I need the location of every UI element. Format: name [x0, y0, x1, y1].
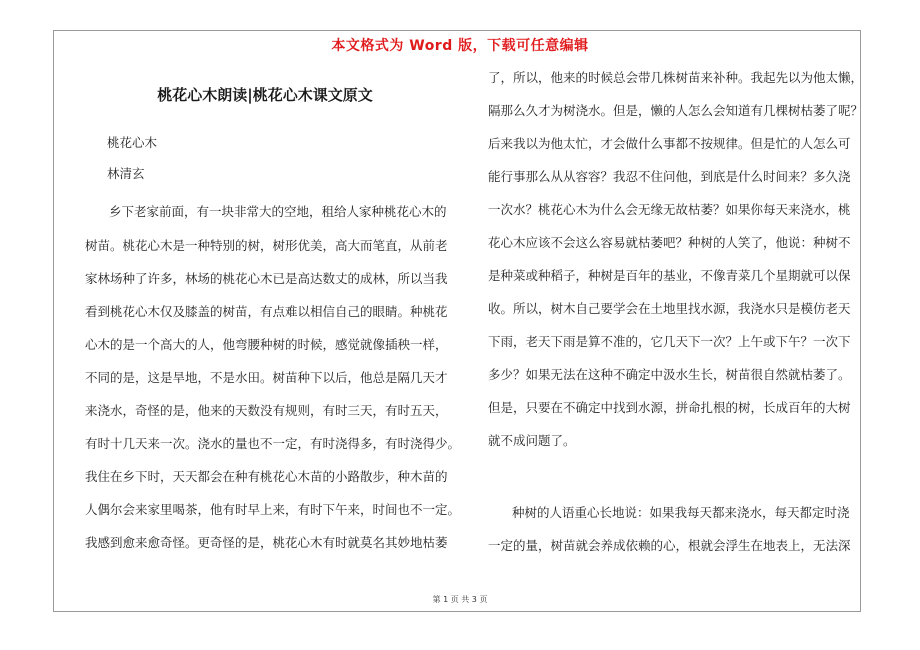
paragraph-line: 花心木应该不会这么容易就枯萎吧？种树的人笑了，他说：种树不	[488, 235, 851, 250]
paragraph-line: 树苗。桃花心木是一种特别的树，树形优美，高大而笔直，从前老	[85, 238, 448, 253]
paragraph-line: 收。所以，树木自己要学会在土地里找水源，我浇水只是模仿老天	[488, 301, 851, 316]
paragraph-line: 不同的是，这是旱地，不是水田。树苗种下以后，他总是隔几天才	[85, 370, 448, 385]
paragraph-line: 人偶尔会来家里喝茶，他有时早上来，有时下午来，时间也不一定。	[85, 502, 461, 517]
paragraph-line: 能行事那么从从容容？我忍不住问他，到底是什么时间来？多久浇	[488, 169, 851, 184]
paragraph-line: 看到桃花心木仅及膝盖的树苗，有点难以相信自己的眼睛。种桃花	[85, 304, 448, 319]
subtitle: 桃花心木	[107, 135, 158, 150]
paragraph-line: 乡下老家前面，有一块非常大的空地，租给人家种桃花心木的	[109, 204, 447, 219]
paragraph-line: 隔那么久才为树浇水。但是，懒的人怎么会知道有几棵树枯萎了呢？	[488, 103, 864, 118]
paragraph-line: 心木的是一个高大的人，他弯腰种树的时候，感觉就像插秧一样，	[85, 337, 448, 352]
edit-banner: 本文格式为 Word 版，下载可任意编辑	[331, 38, 589, 54]
paragraph-line: 但是，只要在不确定中找到水源，拼命扎根的树，长成百年的大树	[488, 400, 851, 415]
paragraph-line: 下雨，老天下雨是算不准的，它几天下一次？上午或下午？一次下	[488, 334, 851, 349]
page-number: 第 1 页 共 3 页	[432, 595, 488, 604]
document-title: 桃花心木朗读|桃花心木课文原文	[157, 86, 373, 104]
paragraph-line: 一定的量，树苗就会养成依赖的心，根就会浮生在地表上，无法深	[488, 538, 851, 553]
paragraph-line: 了，所以，他来的时候总会带几株树苗来补种。我起先以为他太懒，	[488, 70, 864, 85]
author: 林清玄	[107, 166, 145, 181]
paragraph-line: 就不成问题了。	[488, 433, 576, 448]
paragraph-line: 来浇水，奇怪的是，他来的天数没有规则，有时三天，有时五天，	[85, 403, 448, 418]
paragraph-line: 一次水？桃花心木为什么会无缘无故枯萎？如果你每天来浇水，桃	[488, 202, 851, 217]
paragraph-line: 是种菜或种稻子，种树是百年的基业，不像青菜几个星期就可以保	[488, 268, 851, 283]
paragraph-line: 家林场种了许多，林场的桃花心木已是高达数丈的成林，所以当我	[85, 271, 448, 286]
paragraph-line: 我感到愈来愈奇怪。更奇怪的是，桃花心木有时就莫名其妙地枯萎	[85, 535, 448, 550]
paragraph-line: 多少？如果无法在这种不确定中汲水生长，树苗很自然就枯萎了。	[488, 367, 851, 382]
paragraph-line: 我住在乡下时，天天都会在种有桃花心木苗的小路散步，种木苗的	[85, 469, 448, 484]
paragraph-line: 后来我以为他太忙，才会做什么事都不按规律。但是忙的人怎么可	[488, 136, 851, 151]
paragraph-line: 有时十几天来一次。浇水的量也不一定，有时浇得多，有时浇得少。	[85, 436, 461, 451]
paragraph-line: 种树的人语重心长地说：如果我每天都来浇水，每天都定时浇	[512, 505, 850, 520]
